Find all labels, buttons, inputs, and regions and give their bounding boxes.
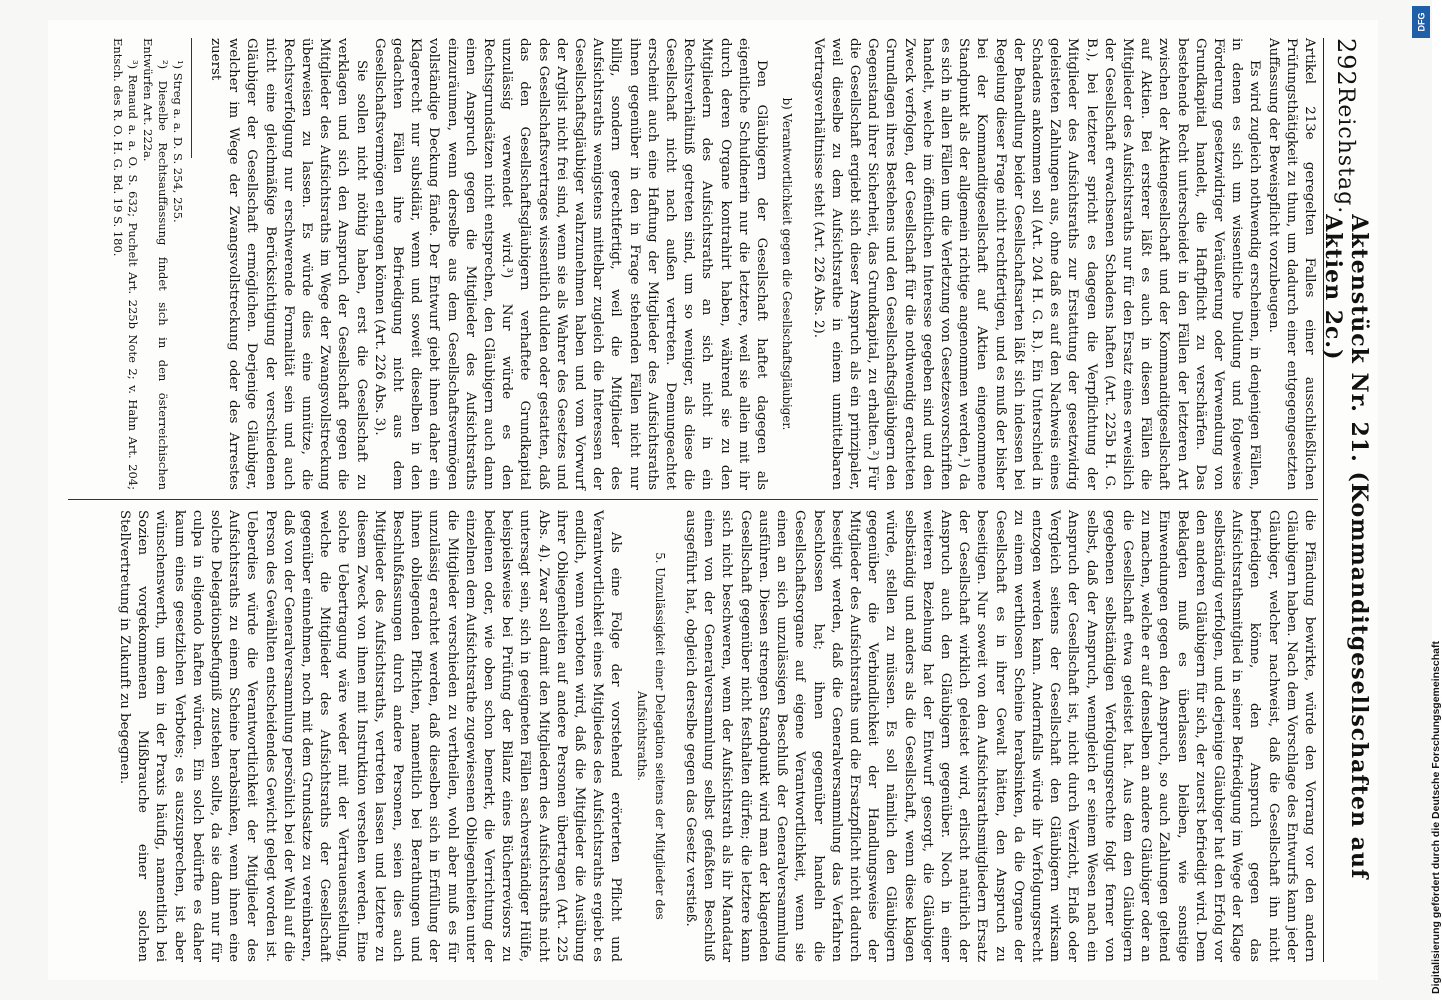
- section-subheading: b) Verantwortlichkeit gegen die Gesellschaftsgläubiger.: [780, 97, 795, 431]
- footnote: ³) Renaud a. a. O. S. 632; Puchelt Art. 225b Note 2; v. Hahn Art. 204; Entsch. des R. O. H. G. Bd. 19 S. 180.: [110, 38, 140, 490]
- right-column: [115, 510, 1318, 962]
- paragraph: Als eine Folge der vorstehend erörterten Pflicht und Verantwortlichkeit eines Mitgliedes des Aufsichtsraths ergiebt es endlich, wenn verboten wird, daß die Mitglieder die Ausübung ihrer Obliegenheiten auf andere Personen übertragen (Art. 225 Abs. 4). Zwar soll damit den Mitgliedern des Aufsichtsraths nicht untersagt sein, sich in geeigneten Fällen sachverständiger Hülfe, beispielsweise bei Prüfung der Bilanz eines Bücherrevisors zu bedienen oder, wie oben schon bemerkt, die Verrichtung der einzelnen dem Aufsichtsrathe zugewiesenen Obliegenheiten unter die Mitglieder verschieden zu vertheilen, wohl aber muß es für unzulässig erachtet werden, daß dieselben sich in Erfüllung der ihnen obliegenden Pflichten, namentlich bei Berathungen und Beschlußfassungen durch andere Personen, seien dies auch Mitglieder des Aufsichtsraths, vertreten lassen und letztere zu diesem Zweck von ihnen mit Instruktion versehen werden. Eine solche Uebertragung wäre weder mit der Vertrauensstellung, welche die Mitglieder des Aufsichtsraths der Gesellschaft gegenüber einnehmen, noch mit dem Grundsatze zu vereinbaren, daß von der Generalversammlung persönlich bei der Wahl auf die Person des Gewählten entscheidendes Gewicht gelegt worden ist. Ueberdies würde die Verantwortlichkeit der Mitglieder des Aufsichtsraths zu einem Scheine herabsinken, wenn ihnen eine solche Delegationsbefugniß zustehen sollte, da sie dann nur für culpa in eligendo haften würden. Ein solch bedürfte es daher kaum eines gesetzlichen Verbotes; es auszusprechen, ist aber wünschenswerth, um dem in der Praxis häufig, namentlich bei Sozien vorgekommenen Mißbrauche einer solchen Stellvertretung in Zukunft zu begegnen.: [117, 510, 624, 962]
- paragraph: Den Gläubigern der Gesellschaft haftet dagegen als eigentliche Schuldnerin nur die letztere, weil sie allein mit ihr durch deren Organe kontrahirt haben, während sie zu den Mitgliedern des Aufsichtsraths an sich nicht in ein Rechtsverhältniß getreten sind, um so weniger, als diese die Gesellschaft nicht nach außen vertreten. Demungeachtet erscheint auch eine Haftung der Mitglieder des Aufsichtsraths ihnen gegenüber in den in Frage stehenden Fällen nicht nur billig, sondern gerechtfertigt, weil die Mitglieder des Aufsichtsraths wenigstens mittelbar zugleich die Interessen der Gesellschaftsgläubiger wahrzunehmen haben und vom Vorwurf der Arglist nicht frei sind, wenn sie als Wahrer des Gesetzes und des Gesellschaftsvertrages wissentlich dulden oder gestatten, daß das den Gesellschaftsgläubigern verhaftete Grundkapital unzulässig verwendet wird.³) Nur würde es den Rechtsgrundsätzen nicht entsprechen, den Gläubigern auch dann einen Anspruch gegen die Mitglieder des Aufsichtsraths einzuräumen, wenn derselbe aus dem Gesellschaftsvermögen vollständige Deckung fände. Der Entwurf giebt ihnen daher ein Klagerecht nur subsidiär, wenn und soweit dieselben in den gedachten Fällen ihre Befriedigung nicht aus dem Gesellschaftsvermögen erlangen können (Art. 226 Abs. 3).: [371, 38, 770, 490]
- section-subheading: 5. Unzulässigkeit einer Delegation seitens der Mitglieder des Aufsichtsraths.: [634, 552, 667, 920]
- page-header: [1320, 38, 1372, 962]
- column-divider: [68, 499, 1318, 500]
- footnote: ¹) Streg a. a. D. S. 254, 255.: [170, 60, 185, 223]
- footnote: ²) Dieselbe Rechtsauffassung findet sich in den österreichischen Entwürfen Art. 222a.: [140, 38, 170, 490]
- page-number: 292: [1332, 38, 1360, 87]
- digitization-credit: [1416, 0, 1442, 1000]
- footnote-rule: [191, 38, 192, 158]
- digitization-credit-text: Digitalisierung gefördert durch die Deutsche Forschungsgemeinschaft: [1430, 641, 1442, 994]
- paragraph: Sie sollen nicht nöthig haben, erst die Gesellschaft zu verklagen und sich den Anspruch der Gesellschaft gegen die Mitglieder des Aufsichtsraths im Wege der Zwangsvollstreckung überweisen zu lassen. Es würde dies eine unnütze, die Rechtsverfolgung nur erschwerende Formalität sein und auch nicht eine gleichmäßige Berücksichtigung der verschiedenen Gläubiger der Gesellschaft ermöglichen. Derjenige Gläubiger, welcher im Wege der Zwangsvollstreckung oder des Arrestes zuerst: [208, 38, 369, 490]
- dfg-logo-text: DFG: [1416, 12, 1426, 32]
- paragraph: Artikel 213e geregelten Falles einer ausschließlichen Prüfungsthätigkeit zu thun, um dadurch einer entgegengesetzten Auffassung der Beweispflicht vorzubeugen.: [1265, 38, 1317, 490]
- document-page: [48, 20, 1378, 980]
- paragraph: die Pfändung bewirkte, würde den Vorrang vor den andern Gläubigern haben. Nach dem Vorschlage des Entwurfs kann jeder Gläubiger, welcher nachweist, daß die Gesellschaft ihn nicht befriedigen könne, den Anspruch gegen das Aufsichtsrathsmitglied in seiner Befriedigung im Wege der Klage selbständig verfolgen, und derjenige Gläubiger hat den Erfolg vor den anderen Gläubigern für sich, der zuerst befriedigt wird. Dem Beklagten muß es überlassen bleiben, wie sonstige Einwendungen gegen den Anspruch, so auch Zahlungen geltend zu machen, welche er auf denselben an andere Gläubiger oder an die Gesellschaft etwa geleistet hat. Aus dem den Gläubigern gegebenen selbständigen Verfolgungsrechte folgt ferner von selbst, daß der Anspruch, wenngleich er seinem Wesen nach ein Anspruch der Gesellschaft ist, nicht durch Verzicht, Erlaß oder Vergleich seitens der Gesellschaft den Gläubigern wirksam entzogen werden kann. Andernfalls würde ihr Verfolgungsrecht zu einem werthlosen Scheine herabsinken, da die Organe der Gesellschaft es in ihrer Gewalt hätten, den Anspruch zu beseitigen. Nur soweit von den Aufsichtsrathsmitgliedern Ersatz der Gesellschaft wirklich geleistet wird, erlischt natürlich der Anspruch auch den Gläubigern gegenüber. Noch in einer weiteren Beziehung hat der Entwurf gesorgt, die Gläubiger selbständig und anders als die Gesellschaft, wenn diese klagen würde, stellen zu müssen. Es soll nämlich den Gläubigern gegenüber die Verbindlichkeit der Handlungsweise der Mitglieder des Aufsichtsraths und die Ersatzpflicht nicht dadurch beseitigt werden, daß die Generalversammlung das Verfahren beschlossen hat; ihnen gegenüber handeln die Gesellschaftsorgane auf eigene Verantwortlichkeit, wenn sie einen an sich unzulässigen Beschluß der Generalversammlung ausführen. Diesen strengen Standpunkt wird man der klagenden Gesellschaft gegenüber nicht festhalten dürfen; die letztere kann sich nicht beschweren, wenn der Aufsichtsrath als ihr Mandatar einen von der Generalversammlung selbst gefaßten Beschluß ausgeführt hat, obgleich derselbe gegen das Gesetz verstieß.: [683, 510, 1317, 962]
- paragraph: Es wird zugleich nothwendig erscheinen, in denjenigen Fällen, in denen es sich um wissentliche Duldung und folgeweise Förderung gesetzwidriger Veräußerung oder Verwendung von Grundkapital handelt, die Haftpflicht zu verschärfen. Das bestehende Recht unterscheidet in den Fällen der letzteren Art zwischen der Aktiengesellschaft und der Kommanditgesellschaft auf Aktien. Bei ersterer läßt es auch in diesen Fällen die Mitglieder des Aufsichtsraths nur für den Ersatz eines erweislich der Gesellschaft erwachsenen Schadens haften (Art. 225b H. G. B.), bei letzterer spricht es dagegen die Verpflichtung der Mitglieder des Aufsichtsraths zur Erstattung der gesetzwidrig geleisteten Zahlungen aus, ohne daß es auf den Nachweis eines Schadens ankommen soll (Art. 204 H. G. B.). Ein Unterschied in der Behandlung beider Gesellschaftsarten läßt sich indessen bei Regelung dieser Frage nicht rechtfertigen, und es muß der bisher bei der Kommanditgesellschaft auf Aktien eingenommene Standpunkt als der allgemein richtige angenommen werden,¹) da es sich in allen Fällen um die Verletzung von Gesetzesvorschriften handelt, welche im öffentlichen Interesse gegeben sind und den Zweck verfolgen, der Gesellschaft für die nothwendig erachteten Grundlagen ihres Bestehens und den Gesellschaftsgläubigern den Gegenstand ihrer Sicherheit, das Grundkapital, zu erhalten.²) Für die Gesellschaft ergiebt sich dieser Anspruch als ein prinzipaler, weil dieselbe zu dem Aufsichtsrathe in einem unmittelbaren Vertragsverhältnisse steht (Art. 226 Abs. 2).: [810, 38, 1263, 490]
- header-left-label: Reichstag.: [1333, 86, 1359, 215]
- page-title: Aktenstück Nr. 21. (Kommanditgesellschaften auf Aktien 2c.): [1320, 214, 1372, 880]
- left-column: [110, 38, 1318, 490]
- header-rule: [1323, 38, 1324, 962]
